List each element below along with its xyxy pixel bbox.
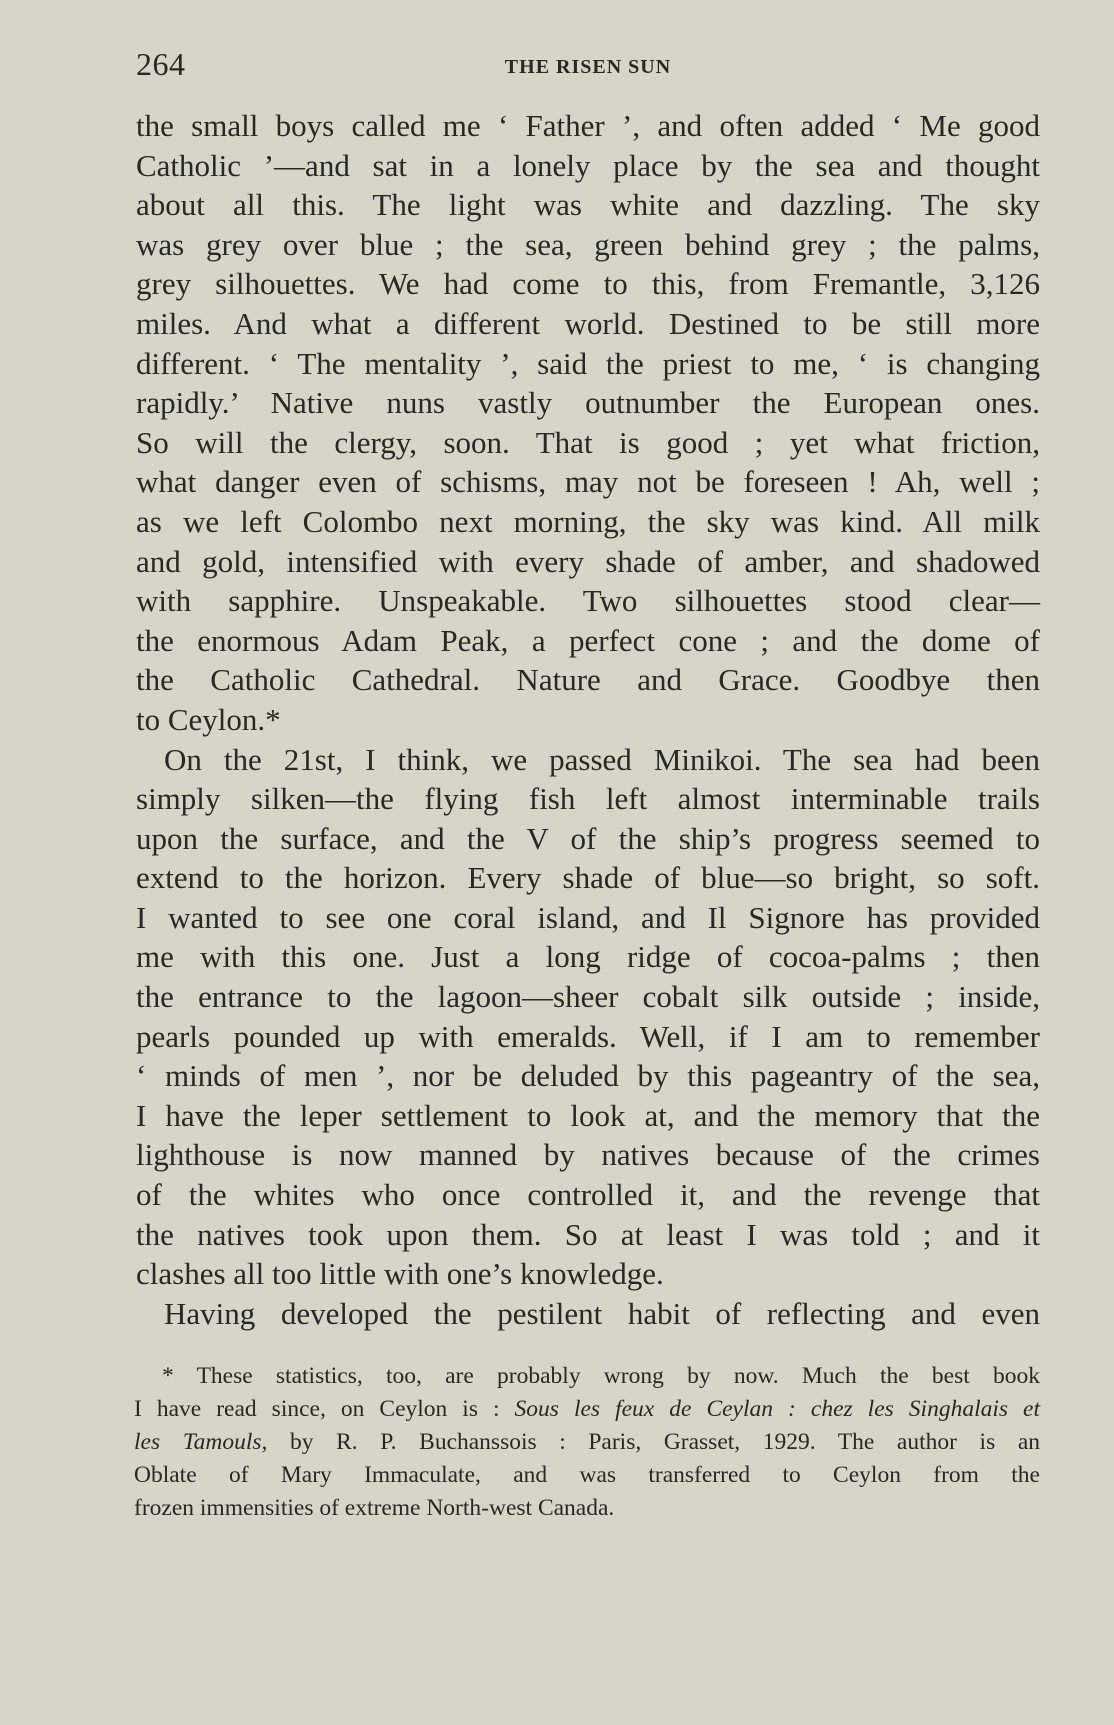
body-line: the natives took upon them. So at least I was told ; and it	[136, 1216, 1040, 1252]
body-line: lighthouse is now manned by natives because of the crimes	[136, 1137, 1040, 1173]
body-line: the entrance to the lagoon—sheer cobalt silk outside ; inside,	[136, 979, 1040, 1015]
body-line: of the whites who once controlled it, and the revenge that	[136, 1177, 1040, 1213]
footnote-line: * These statistics, too, are probably wrong by now. Much the best book	[162, 1363, 1040, 1389]
page-header	[136, 44, 1040, 88]
body-line: what danger even of schisms, may not be foreseen ! Ah, well ;	[136, 464, 1040, 500]
footnote-text: I have read since, on Ceylon is :	[134, 1396, 515, 1422]
body-line: I have the leper settlement to look at, and the memory that the	[136, 1097, 1040, 1133]
footnote-text: by R. P. Buchanssois : Paris, Grasset, 1929. The author is an	[267, 1429, 1040, 1455]
book-title: Sous les feux de Ceylan : chez les Singhalais et	[514, 1396, 1041, 1422]
footnote-line	[134, 1426, 1040, 1459]
body-line: as we left Colombo next morning, the sky was kind. All milk	[136, 503, 1040, 539]
book-title: les Tamouls,	[134, 1429, 268, 1455]
body-line: miles. And what a different world. Destined to be still more	[136, 305, 1040, 341]
body-line: Catholic ’—and sat in a lonely place by the sea and thought	[136, 147, 1040, 183]
running-title: THE RISEN SUN	[504, 56, 672, 78]
footnote-line	[134, 1393, 1040, 1426]
body-line: was grey over blue ; the sea, green behind grey ; the palms,	[136, 226, 1040, 262]
body-line: grey silhouettes. We had come to this, from Fremantle, 3,126	[136, 266, 1040, 302]
body-line: ‘ minds of men ’, nor be deluded by this pageantry of the sea,	[136, 1058, 1040, 1094]
footnote-line: Oblate of Mary Immaculate, and was transferred to Ceylon from the	[134, 1462, 1040, 1488]
body-text	[136, 106, 1040, 1333]
body-line: clashes all too little with one’s knowledge.	[136, 1256, 664, 1292]
body-line: I wanted to see one coral island, and Il Signore has provided	[136, 899, 1040, 935]
footnote	[134, 1360, 1040, 1525]
body-line: pearls pounded up with emeralds. Well, if I am to remember	[136, 1018, 1040, 1054]
body-line: upon the surface, and the V of the ship’s progress seemed to	[136, 820, 1040, 856]
body-line: different. ‘ The mentality ’, said the priest to me, ‘ is changing	[136, 345, 1040, 381]
body-line: me with this one. Just a long ridge of cocoa-palms ; then	[136, 939, 1040, 975]
body-line: simply silken—the flying fish left almost interminable trails	[136, 781, 1040, 817]
body-line: the small boys called me ‘ Father ’, and often added ‘ Me good	[136, 108, 1040, 143]
body-line: to Ceylon.*	[136, 701, 281, 737]
body-line: with sapphire. Unspeakable. Two silhouettes stood clear—	[136, 583, 1040, 619]
body-line: the Catholic Cathedral. Nature and Grace. Goodbye then	[136, 662, 1040, 698]
body-line: and gold, intensified with every shade of amber, and shadowed	[136, 543, 1040, 579]
body-line: the enormous Adam Peak, a perfect cone ; and the dome of	[136, 622, 1040, 658]
footnote-line: frozen immensities of extreme North-west Canada.	[134, 1495, 615, 1521]
body-line: Having developed the pestilent habit of reflecting and even	[164, 1295, 1040, 1331]
body-line: rapidly.’ Native nuns vastly outnumber the European ones.	[136, 385, 1040, 421]
body-line: On the 21st, I think, we passed Minikoi. The sea had been	[164, 741, 1040, 777]
page-number: 264	[136, 46, 186, 82]
body-line: So will the clergy, soon. That is good ; yet what friction,	[136, 424, 1040, 460]
body-line: about all this. The light was white and dazzling. The sky	[136, 187, 1040, 223]
body-line: extend to the horizon. Every shade of blue—so bright, so soft.	[136, 860, 1040, 896]
